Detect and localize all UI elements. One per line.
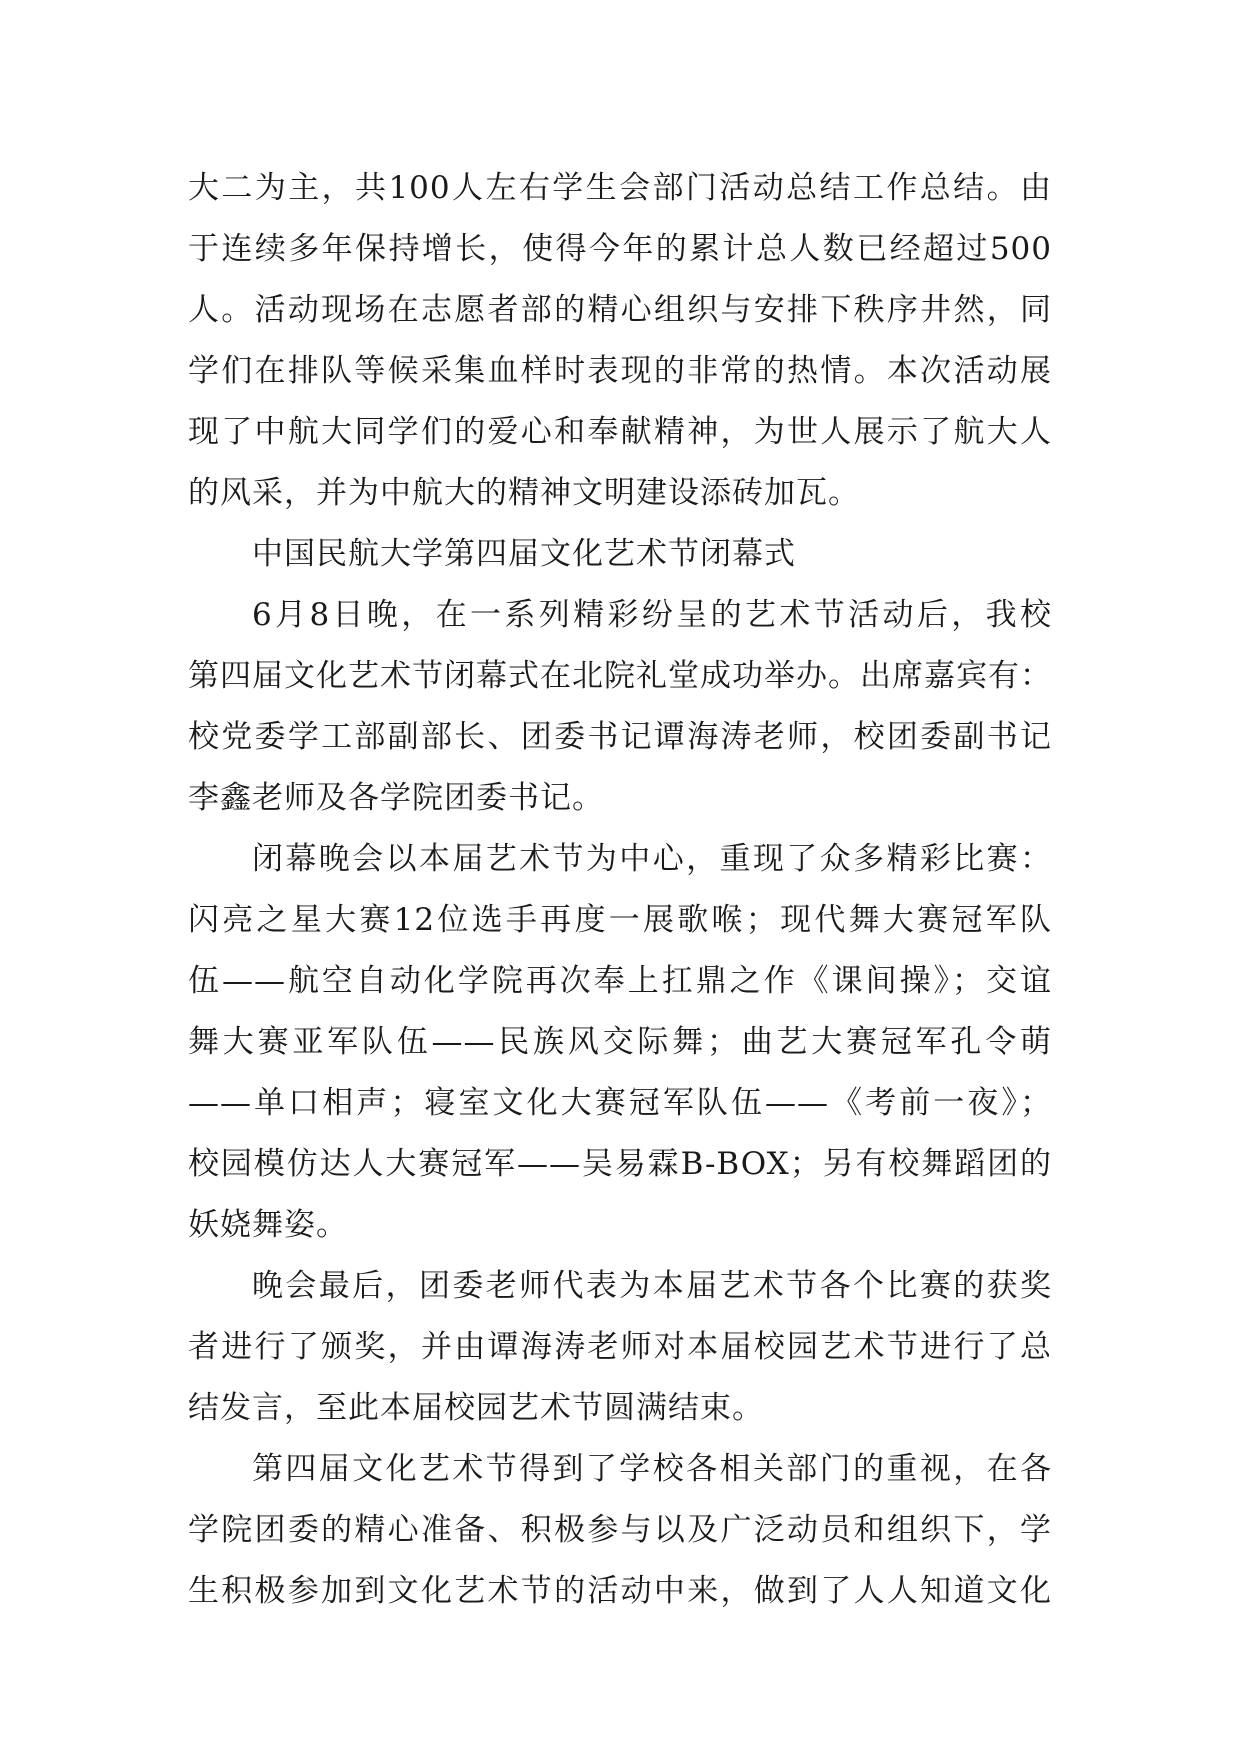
text-line: 第四届文化艺术节得到了学校各相关部门的重视，在各 xyxy=(252,1451,1052,1487)
text-line: 生积极参加到文化艺术节的活动中来，做到了人人知道文化 xyxy=(188,1573,1052,1609)
document-body xyxy=(188,158,1052,1622)
text-line: 学院团委的精心准备、积极参与以及广泛动员和组织下，学 xyxy=(188,1512,1052,1548)
text-line: 于连续多年保持增长，使得今年的累计总人数已经超过500 xyxy=(188,231,1052,267)
text-line: 学们在排队等候采集血样时表现的非常的热情。本次活动展 xyxy=(188,353,1052,389)
text-line: 的风采，并为中航大的精神文明建设添砖加瓦。 xyxy=(188,475,860,511)
text-line: 现了中航大同学们的爱心和奉献精神，为世人展示了航大人 xyxy=(188,414,1052,450)
text-line: 妖娆舞姿。 xyxy=(188,1207,348,1243)
text-line: 者进行了颁奖，并由谭海涛老师对本届校园艺术节进行了总 xyxy=(188,1329,1052,1365)
text-line: 闪亮之星大赛12位选手再度一展歌喉；现代舞大赛冠军队 xyxy=(188,902,1052,938)
text-line: 结发言，至此本届校园艺术节圆满结束。 xyxy=(188,1390,764,1426)
text-line: 第四届文化艺术节闭幕式在北院礼堂成功举办。出席嘉宾有： xyxy=(188,658,1052,694)
text-line: 校党委学工部副部长、团委书记谭海涛老师，校团委副书记 xyxy=(188,719,1052,755)
text-line: 大二为主，共100人左右学生会部门活动总结工作总结。由 xyxy=(188,170,1052,206)
text-line: 伍——航空自动化学院再次奉上扛鼎之作《课间操》；交谊 xyxy=(188,963,1052,999)
text-line: 晚会最后，团委老师代表为本届艺术节各个比赛的获奖 xyxy=(252,1268,1052,1304)
section-heading: 中国民航大学第四届文化艺术节闭幕式 xyxy=(252,536,796,572)
text-line: 校园模仿达人大赛冠军——吴易霖B-BOX；另有校舞蹈团的 xyxy=(188,1146,1052,1182)
text-line: 闭幕晚会以本届艺术节为中心，重现了众多精彩比赛： xyxy=(252,841,1052,877)
text-line: 舞大赛亚军队伍——民族风交际舞；曲艺大赛冠军孔令萌 xyxy=(188,1024,1052,1060)
text-line: 人。活动现场在志愿者部的精心组织与安排下秩序井然，同 xyxy=(188,292,1052,328)
text-line: 李鑫老师及各学院团委书记。 xyxy=(188,780,604,816)
text-line: 6月8日晚，在一系列精彩纷呈的艺术节活动后，我校 xyxy=(252,597,1052,633)
text-line: ——单口相声；寝室文化大赛冠军队伍——《考前一夜》； xyxy=(188,1085,1052,1121)
